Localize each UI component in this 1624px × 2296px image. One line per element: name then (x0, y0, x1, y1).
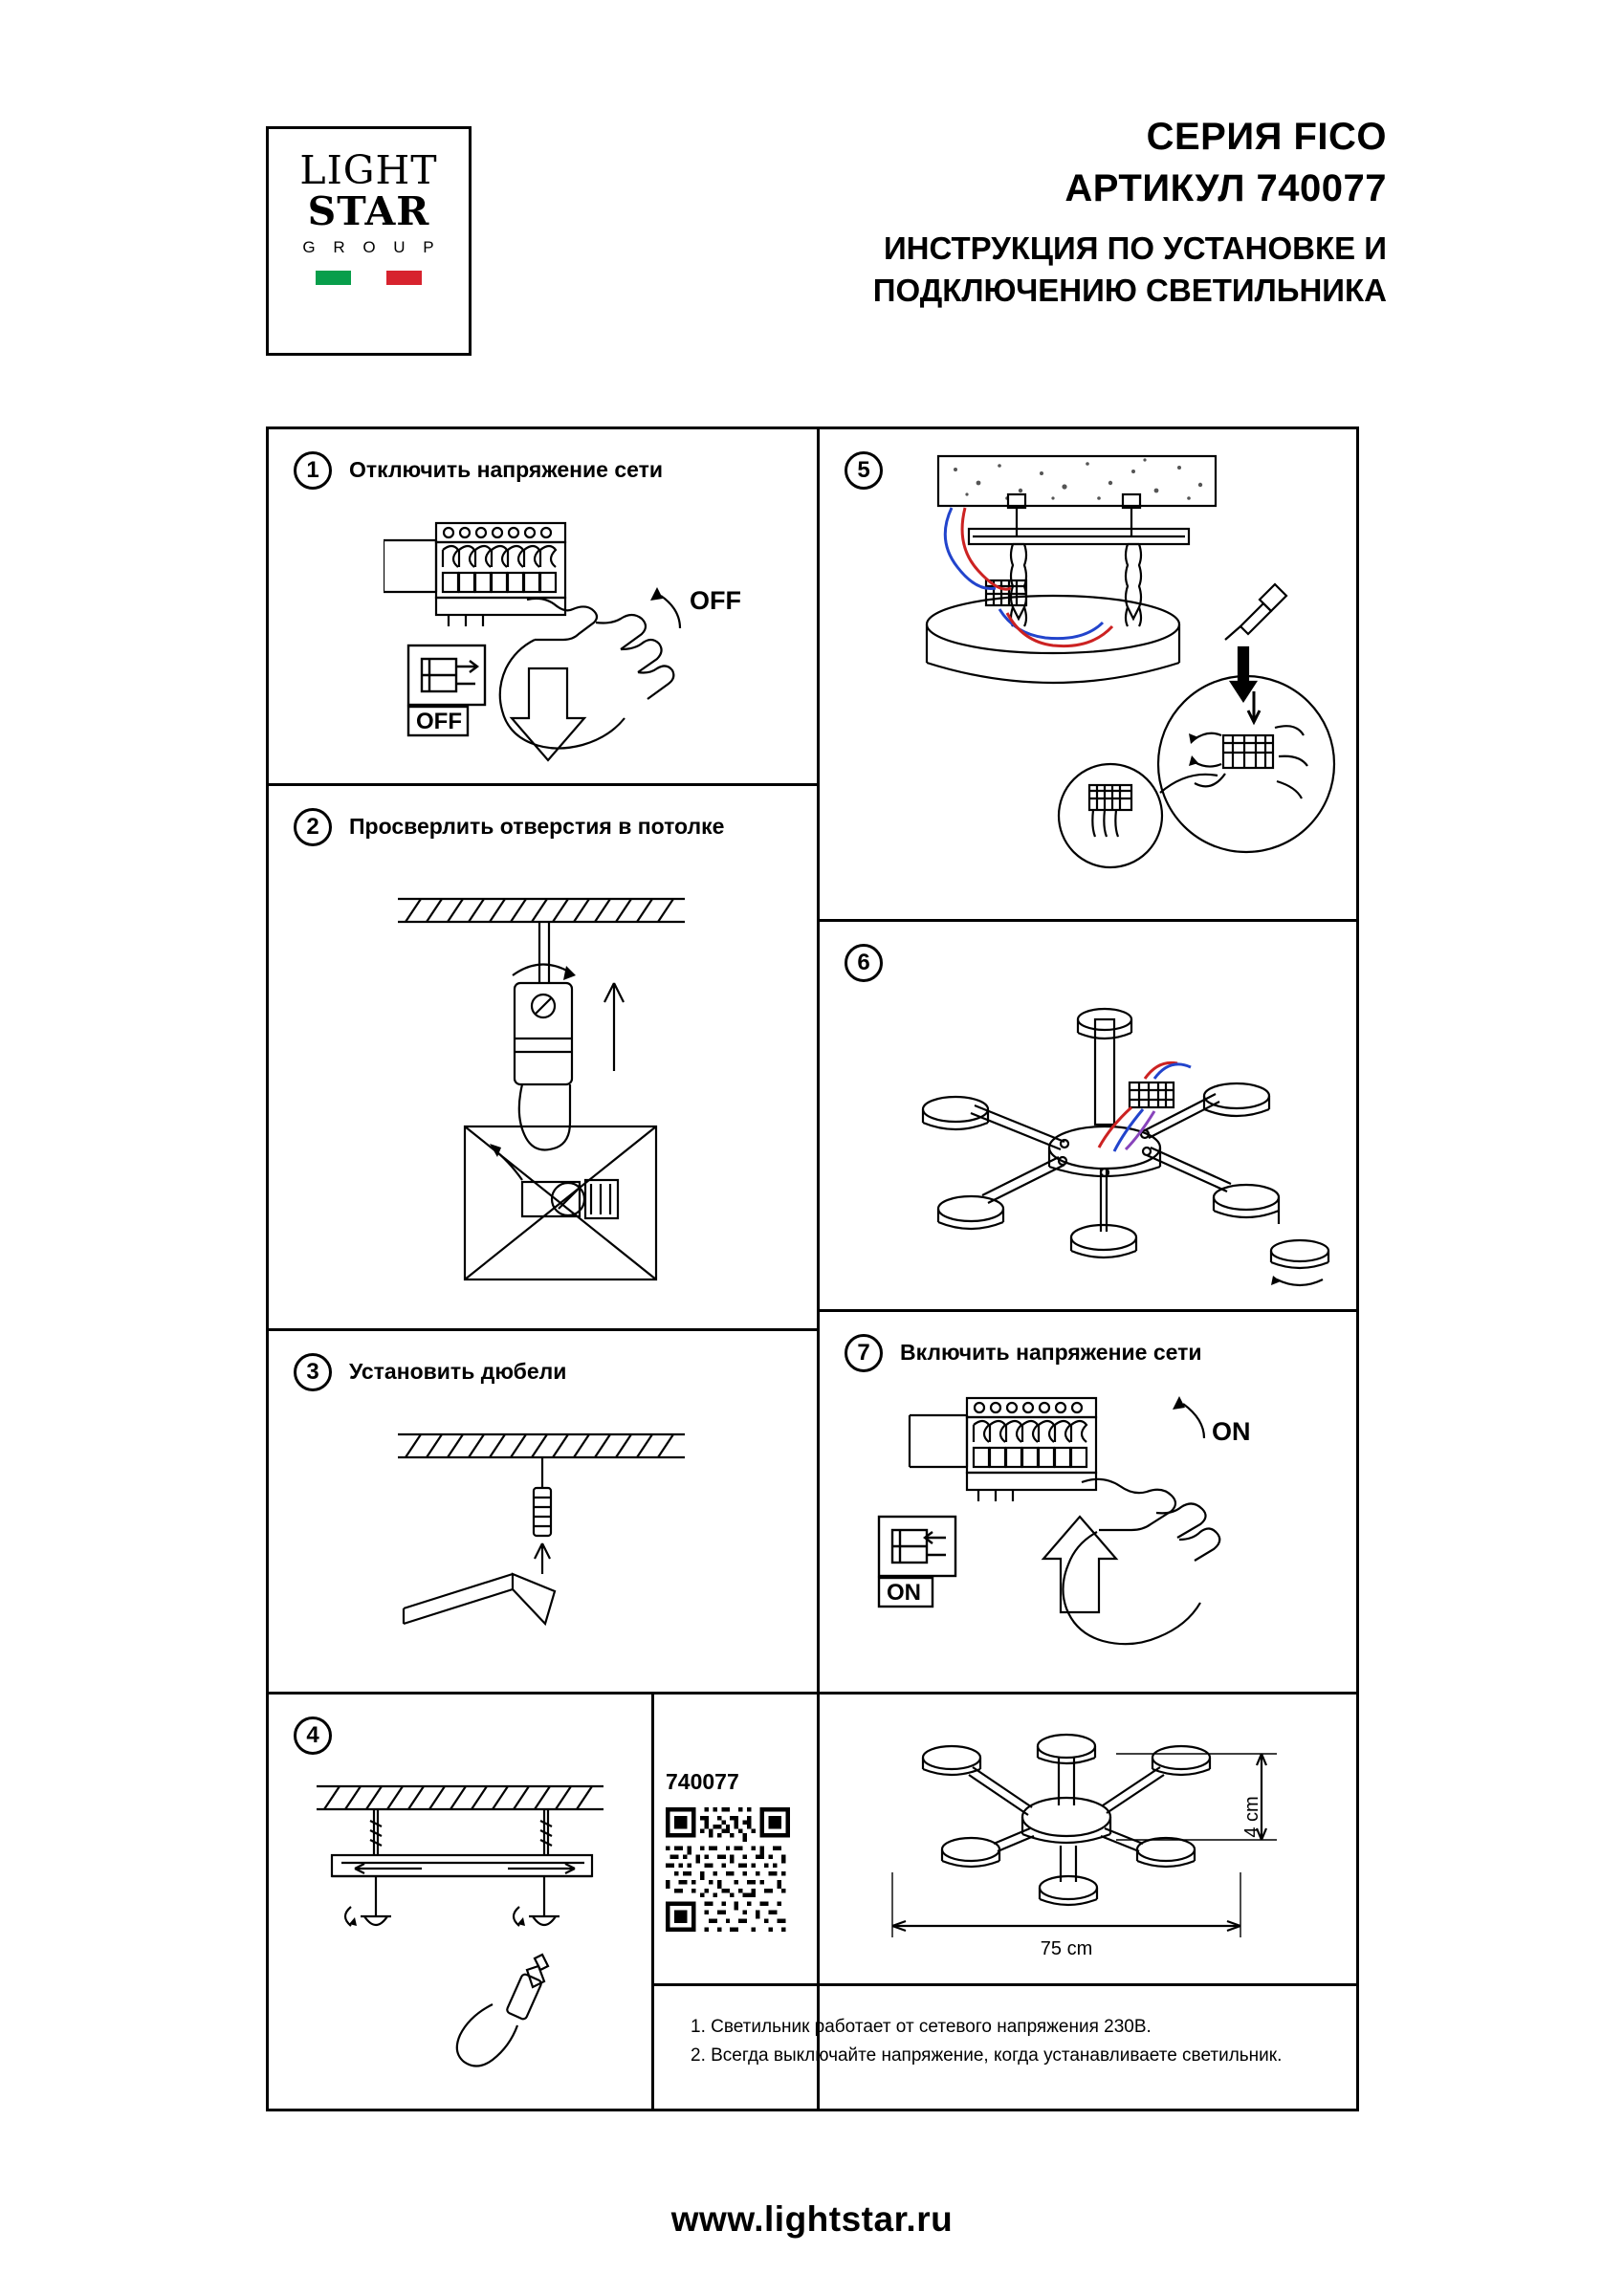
step-6-number: 6 (845, 944, 883, 982)
logo-line-star: STAR (307, 188, 430, 235)
step-6-illustration (867, 945, 1355, 1299)
step-2-illustration (369, 861, 771, 1301)
step-7-on-text: ON (1212, 1417, 1251, 1446)
step-5-illustration (873, 441, 1351, 909)
step-1-off-text: OFF (690, 586, 741, 615)
step-4-number: 4 (294, 1717, 332, 1755)
step-2-cell (269, 786, 817, 1328)
brand-logo (266, 126, 472, 356)
step-4-cell (269, 1695, 651, 2109)
step-5-cell (820, 429, 1359, 919)
step-6-cell (820, 922, 1359, 1309)
step-7-title: Включить напряжение сети (900, 1340, 1202, 1365)
footer-website: www.lightstar.ru (670, 2199, 954, 2239)
qr-code-label: 740077 (666, 1769, 739, 1794)
step-2-number: 2 (294, 808, 332, 846)
document-title-line2: ПОДКЛЮЧЕНИЮ СВЕТИЛЬНИКА (872, 272, 1387, 308)
svg-text:OFF: OFF (416, 709, 462, 734)
logo-line-light: LIGHT (299, 147, 438, 193)
series-label: СЕРИЯ FICO (1146, 116, 1387, 158)
step-4-illustration (288, 1763, 651, 2098)
step-7-number: 7 (845, 1334, 883, 1372)
height-dimension-text: 4 cm (1241, 1796, 1262, 1838)
notes-cell (654, 1986, 1359, 2109)
note-line-1: 1. Светильник работает от сетевого напряжения 230В. (691, 2017, 1152, 2037)
step-2-title: Просверлить отверстия в потолке (349, 814, 725, 839)
step-1-cell (269, 429, 817, 783)
header (266, 113, 1387, 373)
width-dimension-text: 75 cm (1040, 1938, 1093, 1959)
document-title-line1: ИНСТРУКЦИЯ ПО УСТАНОВКЕ И (883, 230, 1387, 266)
product-dimension-drawing (829, 1704, 1355, 1981)
steps-grid (266, 426, 1359, 2111)
italy-flag-icon (316, 271, 423, 285)
step-1-off-icon (406, 644, 496, 739)
logo-line-group: G R O U P (302, 238, 441, 257)
step-3-illustration (369, 1406, 771, 1673)
step-3-cell (269, 1331, 817, 1692)
note-line-2: 2. Всегда выключайте напряжение, когда устанавливаете светильник. (691, 2045, 1283, 2066)
step-7-cell (820, 1312, 1359, 1692)
step-3-title: Установить дюбели (349, 1359, 567, 1384)
step-5-number: 5 (845, 451, 883, 490)
article-label: АРТИКУЛ 740077 (1064, 167, 1387, 209)
svg-text:ON: ON (887, 1580, 921, 1606)
header-text (526, 113, 1387, 311)
step-1-title: Отключить напряжение сети (349, 457, 664, 482)
qr-cell (654, 1695, 817, 1983)
product-dimensions-cell (820, 1695, 1359, 1983)
step-7-on-icon (877, 1515, 967, 1610)
step-3-number: 3 (294, 1353, 332, 1391)
qr-code-icon (666, 1807, 790, 1932)
step-1-number: 1 (294, 451, 332, 490)
